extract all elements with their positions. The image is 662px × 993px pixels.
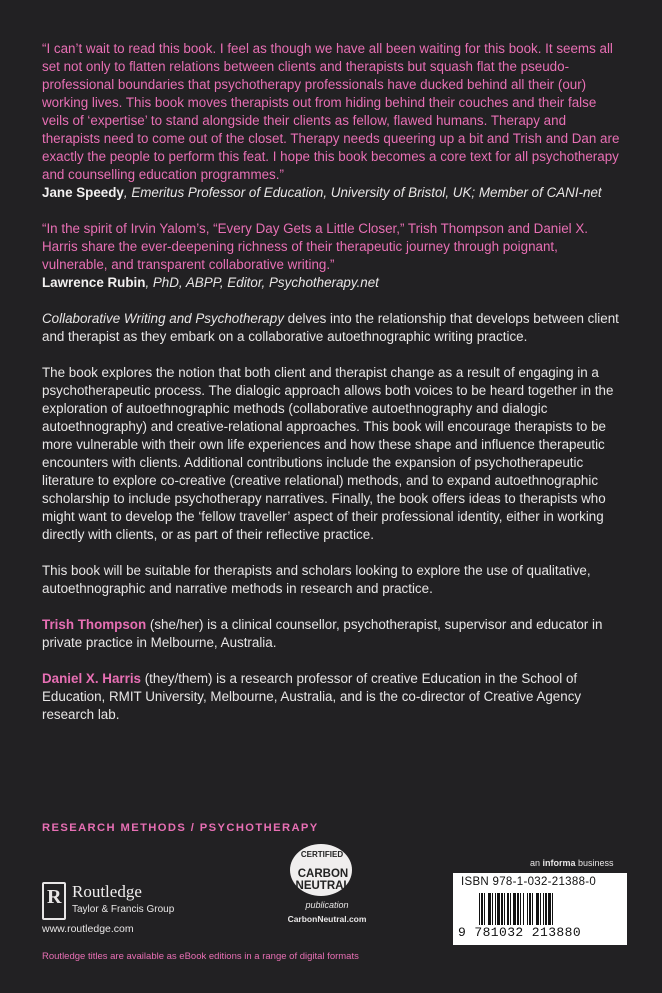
endorser-affiliation: , PhD, ABPP, Editor, Psychotherapy.net bbox=[145, 275, 379, 290]
author-bio: (she/her) is a clinical counsellor, psychotherapist, supervisor and educator in private practice in Melbourne, Australia. bbox=[42, 617, 603, 650]
endorsement-attribution bbox=[42, 274, 624, 292]
publisher-block bbox=[42, 880, 242, 940]
routledge-logo-icon: R bbox=[42, 882, 66, 920]
description-intro bbox=[42, 310, 624, 346]
description-paragraph: This book will be suitable for therapists and scholars looking to explore the use of qualitative, autoethnographic and narrative methods in research and practice. bbox=[42, 563, 591, 596]
subject-category: RESEARCH METHODS / PSYCHOTHERAPY bbox=[42, 822, 319, 834]
endorsement-quote: “I can’t wait to read this book. I feel as though we have all been waiting for this book. It seems all set not only to flatten relations between clients and therapists but squash flat the pseudo-professional boundaries that psychotherapy professionals have ducked behind all their (our) working lives. This book moves therapists out from hiding behind their couches and their false veils of ‘expertise’ to stand alongside their clients as fellow, flawed humans. Therapy and therapists need to come out of the closet. Therapy needs queering up a bit and Trish and Dan are exactly the people to perform this feat. I hope this book becomes a core text for all psychotherapy and counselling education programmes.” bbox=[42, 41, 620, 182]
carbon-badge-title: CARBON NEUTRAL bbox=[295, 868, 351, 892]
description-audience bbox=[42, 562, 624, 598]
endorsement-2 bbox=[42, 220, 624, 292]
carbon-neutral-badge bbox=[282, 842, 378, 936]
barcode-number: 9 781032 213880 bbox=[458, 925, 582, 940]
description-intro-text: delves into the relationship that develops between client and therapist as they embark on a collaborative autoethnographic writing practice. bbox=[42, 311, 619, 344]
carbon-badge-caption: publication bbox=[305, 900, 349, 910]
description-body bbox=[42, 364, 624, 544]
endorser-affiliation: , Emeritus Professor of Education, University of Bristol, UK; Member of CANI-net bbox=[123, 185, 602, 200]
isbn-barcode bbox=[453, 873, 627, 945]
publisher-name: Routledge bbox=[72, 882, 142, 901]
endorsement-attribution bbox=[42, 184, 624, 202]
carbon-badge-url: CarbonNeutral.com bbox=[287, 914, 367, 924]
informa-business-label: an informa business bbox=[530, 858, 614, 868]
author-bio-1 bbox=[42, 616, 624, 652]
endorsement-1 bbox=[42, 40, 624, 202]
back-cover-text bbox=[42, 40, 624, 742]
endorser-name: Lawrence Rubin bbox=[42, 275, 146, 290]
endorsement-quote: “In the spirit of Irvin Yalom’s, “Every Day Gets a Little Closer,” Trish Thompson and Daniel X. Harris share the ever-deepening richness of their therapeutic journey through poignant, vulnerable, and transparent collaborative writing.” bbox=[42, 221, 589, 272]
publisher-url: www.routledge.com bbox=[42, 923, 134, 935]
author-bio-2 bbox=[42, 670, 624, 724]
author-bio: (they/them) is a research professor of creative Education in the School of Education, RMIT University, Melbourne, Australia, and is the co-director of Creative Agency research lab. bbox=[42, 671, 582, 722]
endorser-name: Jane Speedy bbox=[42, 185, 124, 200]
ebook-note: Routledge titles are available as eBook editions in a range of digital formats bbox=[42, 951, 359, 962]
author-name: Trish Thompson bbox=[42, 617, 147, 632]
author-name: Daniel X. Harris bbox=[42, 671, 141, 686]
book-title: Collaborative Writing and Psychotherapy bbox=[42, 311, 284, 326]
description-paragraph: The book explores the notion that both client and therapist change as a result of engaging in a psychotherapeutic process. The dialogic approach allows both voices to be heard together in the exploration of autoethnographic methods (collaborative autoethnography and dialogic autoethnography) and creative-relational approaches. This book will encourage therapists to be more vulnerable with their own life experiences and how these shape and influence therapeutic encounters with clients. Additional contributions include the expansion of psychotherapeutic literature to explore co-creative (creative relational) methods, and to expand autoethnographic scholarship to include psychotherapy narratives. Finally, the book offers ideas to therapists who might want to develop the ‘fellow traveller’ aspect of their professional identity, either in working directly with clients, or as part of their reflective practice. bbox=[42, 365, 614, 542]
publisher-group: Taylor & Francis Group bbox=[72, 904, 175, 915]
isbn-text: ISBN 978-1-032-21388-0 bbox=[461, 876, 597, 888]
carbon-badge-label: CERTIFIED bbox=[300, 850, 344, 859]
